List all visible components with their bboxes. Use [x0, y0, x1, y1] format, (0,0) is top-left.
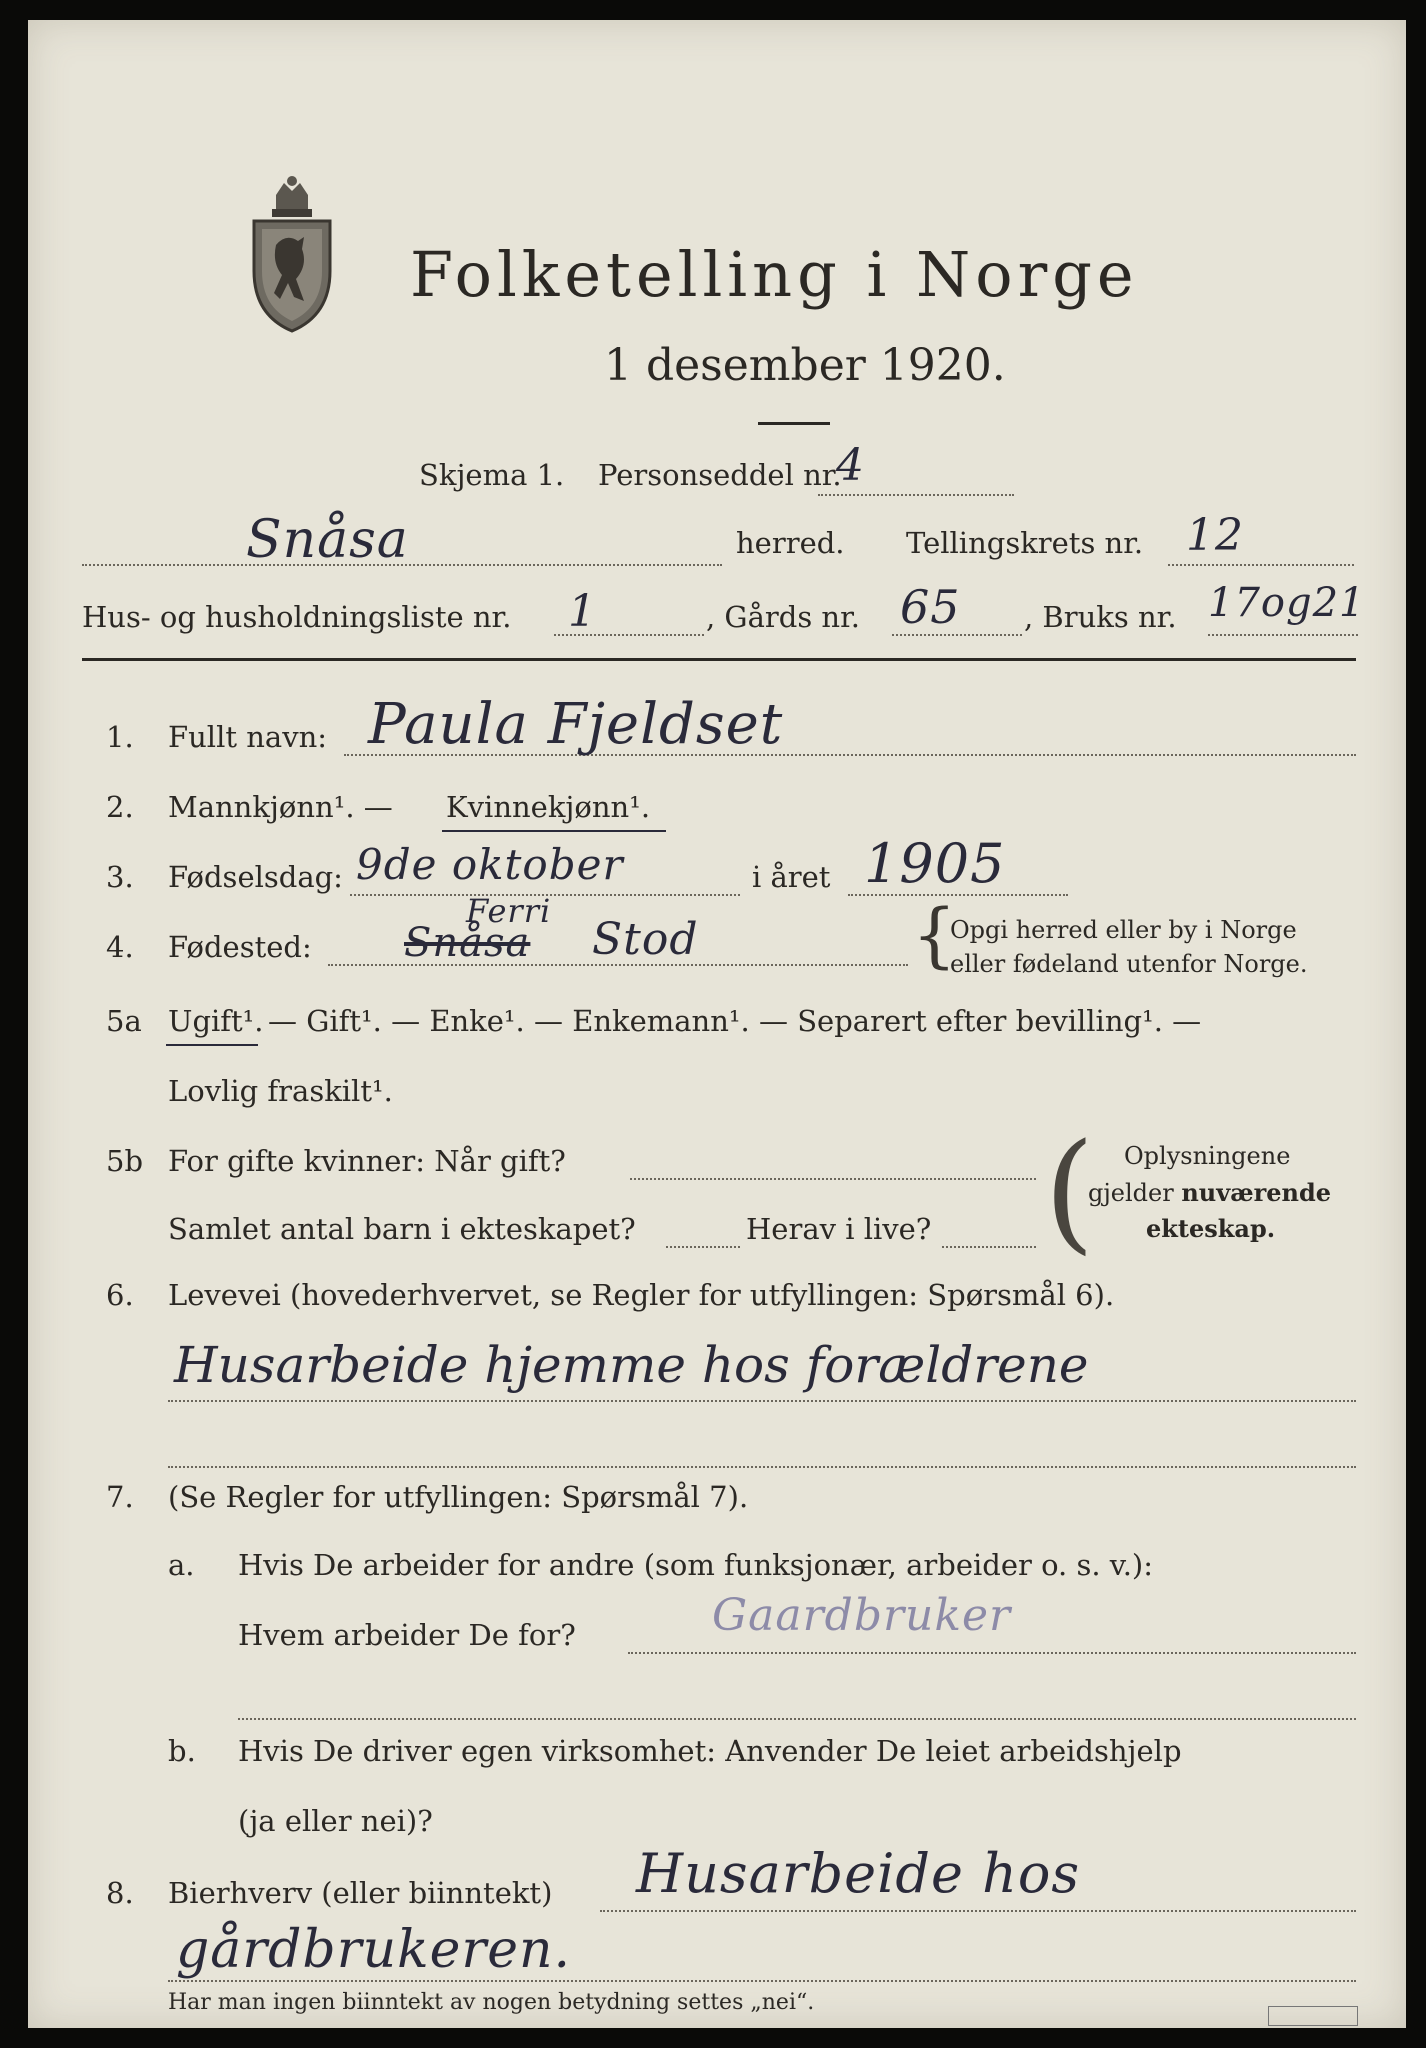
birthplace-insert-value[interactable]: Ferri — [466, 892, 552, 930]
title-divider — [758, 422, 830, 425]
occupation-value[interactable]: Husarbeide hjemme hos forældrene — [174, 1336, 1089, 1394]
bruks-label: , Bruks nr. — [1024, 600, 1177, 634]
q5b-note-line2a: gjelder — [1088, 1179, 1182, 1207]
q5a-other-options[interactable]: — Gift¹. — Enke¹. — Enkemann¹. — Separert efter bevilling¹. — — [268, 1004, 1202, 1038]
q2-label-female[interactable]: Kvinnekjønn¹. — [446, 790, 651, 824]
q5b-married-line — [630, 1178, 1036, 1180]
q5a-number: 5a — [106, 1004, 142, 1038]
side-occupation-value-1[interactable]: Husarbeide hos — [636, 1842, 1081, 1905]
q8-line2 — [168, 1980, 1356, 1982]
herred-label: herred. — [736, 526, 845, 560]
skjema-label: Skjema 1. — [419, 458, 565, 492]
tellingskrets-value[interactable]: 12 — [1186, 510, 1244, 561]
birth-day-value[interactable]: 9de oktober — [356, 840, 624, 889]
q5a-ugift-underline — [166, 1044, 258, 1046]
side-occupation-value-2[interactable]: gårdbrukeren. — [176, 1920, 572, 1980]
husholdningsliste-value[interactable]: 1 — [568, 586, 597, 637]
q8-line1 — [600, 1910, 1356, 1912]
q7a-label: Hvis De arbeider for andre (som funksjonær, arbeider o. s. v.): — [238, 1548, 1154, 1582]
q6-label: Levevei (hovederhvervet, se Regler for utfyllingen: Spørsmål 6). — [168, 1278, 1115, 1312]
census-form-page — [28, 20, 1406, 2028]
q5b-alive-line — [942, 1246, 1036, 1248]
q7b-letter: b. — [168, 1734, 196, 1768]
bruks-value[interactable]: 17og21 — [1208, 580, 1366, 626]
q6-line1 — [168, 1400, 1356, 1402]
q7a-letter: a. — [168, 1548, 195, 1582]
herred-value[interactable]: Snåsa — [246, 510, 409, 570]
gards-line — [892, 634, 1022, 636]
printer-stamp — [1268, 2006, 1358, 2026]
q7a-employer-line — [628, 1652, 1356, 1654]
q5b-label: For gifte kvinner: Når gift? — [168, 1144, 566, 1178]
q7-label: (Se Regler for utfyllingen: Spørsmål 7). — [168, 1480, 749, 1514]
q4-label: Fødested: — [168, 930, 312, 964]
q5b-note-bracket-left: ( — [1044, 1115, 1095, 1267]
q2-label-male[interactable]: Mannkjønn¹. — — [168, 790, 393, 824]
gards-label: , Gårds nr. — [706, 600, 860, 634]
q5b-children-line — [666, 1246, 740, 1248]
q4-number: 4. — [106, 930, 134, 964]
q3-number: 3. — [106, 860, 134, 894]
q5b-note-line3: ekteskap. — [1146, 1214, 1276, 1243]
q5a-ugift-option[interactable]: Ugift¹. — [168, 1004, 264, 1038]
q2-number: 2. — [106, 790, 134, 824]
q8-number: 8. — [106, 1876, 134, 1910]
q7b-label: Hvis De driver egen virksomhet: Anvender De leiet arbeidshjelp — [238, 1734, 1182, 1768]
tellingskrets-line — [1168, 564, 1354, 566]
q4-note-line2: eller fødeland utenfor Norge. — [950, 950, 1308, 978]
employer-value[interactable]: Gaardbruker — [712, 1590, 1012, 1641]
husholdningsliste-label: Hus- og husholdningsliste nr. — [82, 600, 512, 634]
q5b-number: 5b — [106, 1144, 144, 1178]
personseddel-value[interactable]: 4 — [836, 440, 865, 491]
q4-note-line1: Opgi herred eller by i Norge — [950, 916, 1297, 944]
q5b-children-label: Samlet antal barn i ekteskapet? — [168, 1212, 636, 1246]
q4-note-brace: { — [912, 894, 957, 976]
form-title: Folketelling i Norge — [410, 238, 1139, 311]
q1-label: Fullt navn: — [168, 720, 328, 754]
q2-female-underline — [442, 830, 666, 832]
full-name-value[interactable]: Paula Fjeldset — [368, 692, 784, 757]
bruks-line — [1208, 634, 1358, 636]
q3-label: Fødselsdag: — [168, 860, 343, 894]
personseddel-line — [818, 494, 1014, 496]
q1-number: 1. — [106, 720, 134, 754]
q3-year-label: i året — [752, 860, 831, 894]
birth-year-value[interactable]: 1905 — [864, 832, 1006, 895]
footnote: Har man ingen biinntekt av nogen betydning settes „nei“. — [168, 1990, 815, 2015]
q5b-alive-label: Herav i live? — [746, 1212, 932, 1246]
birthplace-struck-value[interactable]: Snåsa — [404, 920, 531, 966]
q5a-line2[interactable]: Lovlig fraskilt¹. — [168, 1074, 393, 1108]
q5b-note-line2b: nuværende — [1181, 1178, 1332, 1207]
q6-number: 6. — [106, 1278, 134, 1312]
q7a-employer-label: Hvem arbeider De for? — [238, 1618, 576, 1652]
q5b-note-line2 — [1088, 1178, 1331, 1207]
q7-number: 7. — [106, 1480, 134, 1514]
q6-line2 — [168, 1466, 1356, 1468]
q7a-extra-line — [238, 1718, 1356, 1720]
birthplace-value[interactable]: Stod — [592, 914, 699, 965]
census-date: 1 desember 1920. — [604, 340, 1006, 391]
tellingskrets-label: Tellingskrets nr. — [906, 526, 1144, 560]
q7b-line2: (ja eller nei)? — [238, 1804, 433, 1838]
header-divider — [82, 658, 1356, 661]
q5b-note-line1: Oplysningene — [1124, 1142, 1291, 1170]
norway-coat-of-arms-icon — [246, 175, 338, 335]
personseddel-label: Personseddel nr. — [598, 458, 842, 492]
gards-value[interactable]: 65 — [900, 580, 961, 634]
q8-label: Bierhverv (eller biinntekt) — [168, 1876, 553, 1910]
